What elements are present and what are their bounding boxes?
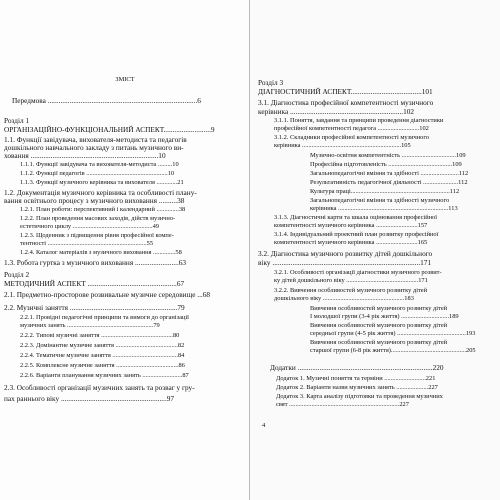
toc-entry: ку дітей дошкільного віку .............................................171 — [274, 277, 428, 284]
toc-entry: професійної компетентності педагога ..........................102 — [274, 125, 429, 132]
toc-entry: свят .....................................................................227 — [276, 401, 409, 408]
toc-entry: керівника ..............................................................102 — [258, 107, 415, 116]
toc-entry: середньої групи (4-5 рік життя) ...........................................193 — [310, 330, 476, 337]
toc-entry: Вивчення особливостей музичного розвитку дітей — [310, 322, 448, 329]
toc-entry: 1.2. Документація музичного керівника та особливості плану- — [4, 188, 197, 197]
toc-entry: 1.1.3. Функції музичного керівника та вихователя .............21 — [20, 179, 184, 186]
toc-entry: 3.1.3. Діагностичні карти та шкала оцінювання професійної — [274, 214, 438, 221]
toc-entry: естетичного циклу ..................................................49 — [20, 223, 159, 230]
toc-entry: Загальнопедагогічні вміння та здібності ........................112 — [310, 170, 469, 177]
toc-entry: керівника .....................................................................113 — [310, 205, 458, 212]
toc-entry: 1.1.2. Функції педагогів ...................................................10 — [20, 170, 175, 177]
toc-entry: Музично-освітня компетентність ..................................109 — [310, 152, 466, 159]
toc-entry: дошкільного віку ...................................................183 — [274, 295, 414, 302]
toc-entry: 3.1.4. Індивідуальний проектний план розвитку професійної — [274, 231, 439, 238]
toc-entry: вання освітнього процесу з музичного виховання ..........38 — [4, 196, 185, 205]
toc-entry: 2.3. Особливості організації музичних занять та розваг у гру- — [4, 383, 195, 392]
toc-entry: 1.2.4. Каталог матеріалів з музичного виховання ..............58 — [20, 249, 182, 256]
toc-entry: 3.2.1. Особливості організації діагностики музичного розвит- — [274, 269, 442, 276]
toc-entry: Загальнопедагогічні вміння та здібності музичного — [310, 197, 450, 204]
toc-entry: компетентності музичного керівника ..........................165 — [274, 239, 428, 246]
toc-entry: 3.1.1. Поняття, завдання та принципи проведення діагностики — [274, 117, 444, 124]
section-label: Розділ 1 — [4, 116, 30, 125]
toc-entry: 3.2. Діагностика музичного розвитку дітей дошкільного — [258, 249, 433, 258]
page-number: 4 — [262, 422, 266, 429]
section-title: ОРГАНІЗАЦІЙНО-ФУНКЦІОНАЛЬНИЙ АСПЕКТ..........................9 — [4, 125, 215, 134]
toc-entry: дошкільного навчального закладу з питань музичного ви- — [4, 143, 184, 152]
toc-entry: 1.2.3. Щоденник з підвищення рівня професійної компе- — [20, 232, 174, 239]
toc-entry: 2.2.6. Варіанти планування музичних занять .........................87 — [20, 372, 189, 379]
toc-entry: Вивчення особливостей музичного розвитку дітей — [310, 339, 448, 346]
toc-entry: Додаток 2. Варіанти назви музичних занять ....................227 — [276, 384, 438, 391]
toc-entry: ховання ......................................................................10 — [4, 151, 166, 160]
toc-entry: 1.2.2. План проведення масових заходів, дійств музично- — [20, 215, 176, 222]
toc-entry: віку .................................................................................171 — [258, 258, 432, 267]
toc-entry: керівника ..............................................................105 — [274, 142, 411, 149]
right-page — [250, 0, 500, 500]
toc-entry: Культура праці..............................................................112 — [310, 188, 460, 195]
toc-entry: Додаток 1. Музичні поняття та терміни ..........................221 — [276, 375, 436, 382]
toc-entry: 3.1.2. Складники професійної компетентності музичного — [274, 134, 429, 141]
toc-entry: тентності ..............................................................55 — [20, 240, 154, 247]
toc-entry: 2.2.2. Типові музичні заняття .............................................80 — [20, 332, 180, 339]
section-title: ДІАГНОСТИЧНИЙ АСПЕКТ.......................................101 — [258, 87, 433, 96]
toc-entry: 1.1.1. Функції завідувача та вихователя-методиста .........10 — [20, 161, 179, 168]
toc-entry: 1.2.1. План роботи: перспективний і календарний ..............38 — [20, 206, 186, 213]
toc-entry: 1.1. Функції завідувача, вихователя-методиста та педагогів — [4, 135, 187, 144]
toc-entry: старшої групи (6-8 рік життя)...............................................205 — [310, 347, 476, 354]
toc-entry: компетентності музичного керівника ..........................157 — [274, 222, 428, 229]
toc-entry: 1.3. Робота гуртка з музичного виховання ........................63 — [4, 258, 187, 267]
toc-entry: Вивчення особливостей музичного розвитку дітей — [310, 305, 448, 312]
toc-entry: пах раннього віку ..........................................................97 — [4, 394, 175, 403]
toc-entry: 2.2.1. Провідні педагогічні принципи та вимоги до організації — [20, 314, 189, 321]
toc-entry: 2.2.4. Тематичне музичне заняття .........................................84 — [20, 352, 185, 359]
contents-heading: ЗМІСТ — [115, 76, 135, 83]
toc-entry: 3.1. Діагностика професійної компетентності музичного — [258, 98, 434, 107]
toc-entry: 2.2. Музичні заняття ...........................................................79 — [4, 303, 185, 312]
toc-entry: І молодшої групи (3-4 рік життя) ..............................189 — [310, 313, 459, 320]
section-label: Розділ 3 — [258, 78, 284, 87]
toc-entry: 2.1. Предметно-просторове розвивальне музичне середовище ...68 — [4, 290, 211, 299]
section-label: Розділ 2 — [4, 270, 30, 279]
toc-entry: музичних занять ......................................................79 — [20, 322, 160, 329]
toc-entry: Професійна підготовленість ........................................109 — [310, 161, 462, 168]
toc-entry: Додатки ..........................................................................220 — [270, 363, 444, 372]
toc-entry: 3.2.2. Вивчення особливостей музичного розвитку дітей — [274, 287, 428, 294]
toc-entry: Результативність педагогічної діяльності ......................112 — [310, 179, 468, 186]
toc-entry: Передмова ..................................................................................6 — [12, 96, 201, 105]
toc-entry: 2.2.5. Комплексне музичне заняття .......................................86 — [20, 362, 185, 369]
toc-entry: 2.2.3. Домінантне музичне заняття .......................................82 — [20, 342, 185, 349]
section-title: МЕТОДИЧНИЙ АСПЕКТ .................................................67 — [4, 279, 185, 288]
toc-entry: Додаток 3. Карта аналізу підготовки та проведення музичних — [276, 393, 443, 400]
